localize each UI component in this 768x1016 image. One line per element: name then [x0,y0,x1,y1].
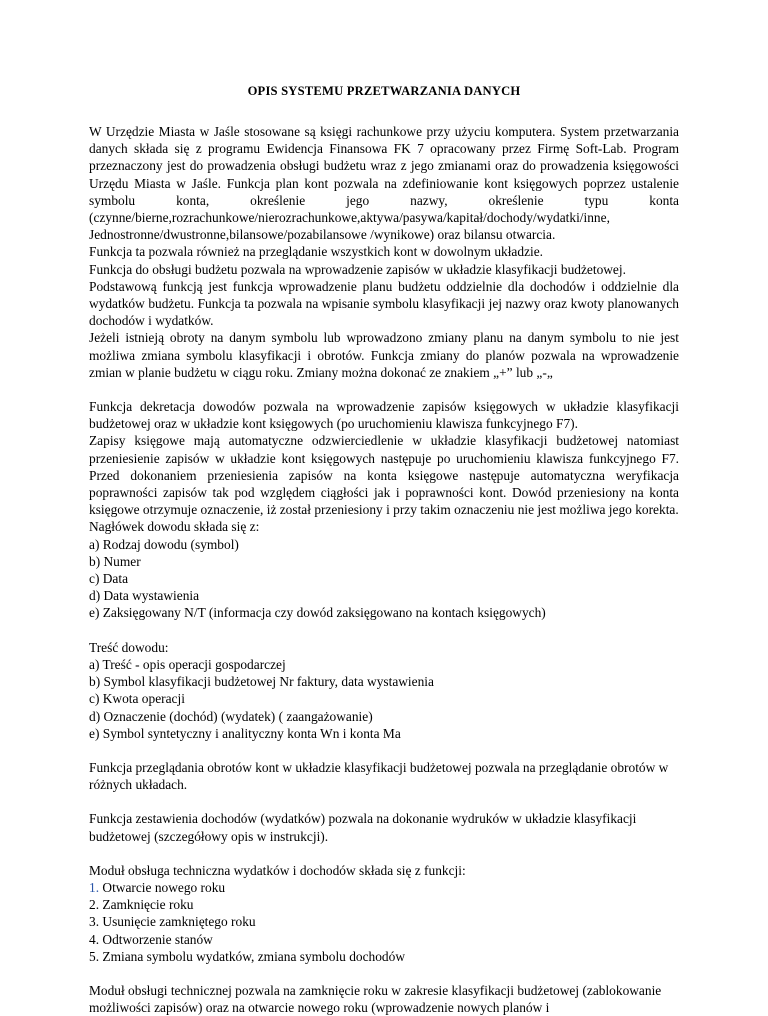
list-item: b) Numer [89,553,141,569]
section-tresc [89,639,679,742]
section-dekretacja [89,398,679,622]
list-item-text: Odtworzenie stanów [99,931,213,947]
paragraph: Funkcja do obsługi budżetu pozwala na wprowadzenie zapisów w układzie klasyfikacji budżetowej. [89,261,626,277]
numbered-list-item [89,931,679,948]
list-heading: Moduł obsługa techniczna wydatków i dochodów składa się z funkcji: [89,862,466,878]
list-number: 2. [89,897,100,913]
list-item: d) Oznaczenie (dochód) (wydatek) ( zaangażowanie) [89,708,373,724]
paragraph: Moduł obsługi technicznej pozwala na zamknięcie roku w zakresie klasyfikacji budżetowej (zablokowanie możliwości zapisów) oraz na otwarcie nowego roku (wprowadzenie nowych planów i [89,982,662,1016]
list-item-text: Usunięcie zamkniętego roku [99,914,256,930]
section-modul [89,862,679,965]
paragraph: Funkcja ta pozwala również na przeglądanie wszystkich kont w dowolnym układzie. [89,244,544,260]
section-final [89,982,679,1016]
numbered-list-item [89,896,679,913]
list-item: a) Treść - opis operacji gospodarczej [89,656,286,672]
paragraph: W Urzędzie Miasta w Jaśle stosowane są księgi rachunkowe przy użyciu komputera. System przetwarzania danych składa się z programu Ewidencja Finansowa FK 7 opracowany przez Firmę Soft-Lab. Program przeznaczony jest do prowadzenia obsługi budżetu wraz z jego zmianami oraz do prowadzenia księgowości Urzędu Miasta w Jaśle. Funkcja plan kont pozwala na zdefiniowanie kont księgowych poprzez ustalenie symbolu konta, określenie jego nazwy, określenie typu konta (czynne/bierne,rozrachunkowe/nierozrachunkowe,aktywa/pasywa/kapitał/dochody/wydatki/inne, Jednostronne/dwustronne,bilansowe/pozabilansowe /wynikowe) oraz bilansu otwarcia. [89,124,679,243]
list-item-text: Zmiana symbolu wydatków, zmiana symbolu dochodów [99,948,405,964]
list-item: c) Data [89,571,129,587]
list-number: 3. [89,914,100,930]
paragraph: Zapisy księgowe mają automatyczne odzwierciedlenie w układzie klasyfikacji budżetowej natomiast przeniesienie zapisów w układzie kont księgowych następuje po uruchomieniu klawisza funkcyjnego F7. Przed dokonaniem przeniesienia zapisów na konta księgowe następuje automatyczna weryfikacja poprawności zapisów tak pod względem ciągłości jak i poprawności kont. Dowód przeniesiony na konta księgowe otrzymuje oznaczenie, iż został przeniesiony i przy takim oznaczeniu nie jest możliwa jego korekta. [89,433,679,518]
section-przegladanie [89,759,679,793]
numbered-list-item [89,879,679,896]
section-zestawienia [89,810,679,844]
document-title: OPIS SYSTEMU PRZETWARZANIA DANYCH [247,84,521,98]
numbered-list-item [89,948,679,965]
paragraph: Funkcja przeglądania obrotów kont w układzie klasyfikacji budżetowej pozwala na przeglądanie obrotów w różnych układach. [89,759,669,793]
list-heading: Nagłówek dowodu składa się z: [89,519,260,535]
paragraph: Funkcja dekretacja dowodów pozwala na wprowadzenie zapisów księgowych w układzie klasyfikacji budżetowej oraz w układzie kont księgowych (po uruchomieniu klawisza funkcyjnego F7). [89,399,679,432]
list-item: a) Rodzaj dowodu (symbol) [89,536,239,552]
numbered-list-item [89,913,679,930]
document-page [89,83,679,1016]
list-number: 5. [89,948,100,964]
list-item: e) Zaksięgowany N/T (informacja czy dowód zaksięgowano na kontach księgowych) [89,605,546,621]
list-item: d) Data wystawienia [89,588,200,604]
list-number: 1. [89,879,100,895]
list-item-text: Zamknięcie roku [99,897,194,913]
list-number: 4. [89,931,100,947]
numbered-list [89,879,679,965]
list-heading: Treść dowodu: [89,639,169,655]
list-item: c) Kwota operacji [89,691,185,707]
list-item: e) Symbol syntetyczny i analityczny konta Wn i konta Ma [89,725,401,741]
paragraph: Funkcja zestawienia dochodów (wydatków) pozwala na dokonanie wydruków w układzie klasyfikacji budżetowej (szczegółowy opis w instrukcji). [89,811,637,844]
list-item: b) Symbol klasyfikacji budżetowej Nr faktury, data wystawienia [89,674,434,690]
paragraph: Podstawową funkcją jest funkcja wprowadzenie planu budżetu oddzielnie dla dochodów i oddzielnie dla wydatków budżetu. Funkcja ta pozwala na wpisanie symbolu klasyfikacji jej nazwy oraz kwoty planowanych dochodów i wydatków. [89,278,679,329]
section-intro [89,123,679,381]
list-item-text: Otwarcie nowego roku [99,879,226,895]
paragraph: Jeżeli istnieją obroty na danym symbolu lub wprowadzono zmiany planu na danym symbolu to nie jest możliwa zmiana symbolu klasyfikacji i obrotów. Funkcja zmiany do planów pozwala na wprowadzenie zmian w planie budżetu w ciągu roku. Zmiany można dokonać ze znakiem „+” lub „-„ [89,330,679,380]
